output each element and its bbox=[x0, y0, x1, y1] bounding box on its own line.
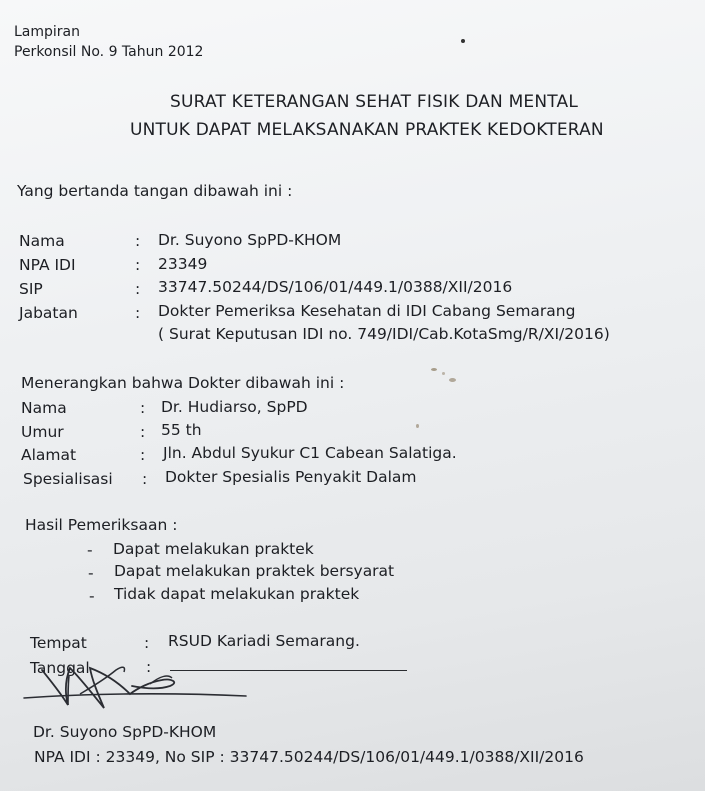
bullet-dash: - bbox=[88, 564, 94, 582]
separator: : bbox=[140, 446, 146, 464]
separator: : bbox=[140, 399, 146, 417]
footer-ids: NPA IDI : 23349, No SIP : 33747.50244/DS/106/01/449.1/0388/XII/2016 bbox=[34, 748, 584, 766]
signer-jabatan-label: Jabatan bbox=[19, 304, 78, 322]
tanggal-label: Tanggal bbox=[30, 659, 90, 677]
separator: : bbox=[135, 280, 141, 298]
tempat-label: Tempat bbox=[30, 634, 87, 652]
signer-nama-value: Dr. Suyono SpPD-KHOM bbox=[158, 231, 342, 249]
hasil-label: Hasil Pemeriksaan : bbox=[25, 516, 178, 534]
separator: : bbox=[142, 470, 148, 488]
doctor-spesialisasi-value: Dokter Spesialis Penyakit Dalam bbox=[165, 468, 417, 486]
signature-scribble bbox=[20, 650, 260, 720]
hasil-option-1: Dapat melakukan praktek bbox=[113, 540, 314, 558]
lampiran-label: Lampiran bbox=[14, 24, 81, 40]
bullet-dash: - bbox=[89, 587, 95, 605]
doctor-umur-value: 55 th bbox=[161, 421, 202, 439]
signer-nama-label: Nama bbox=[19, 232, 65, 250]
separator: : bbox=[135, 232, 141, 250]
separator: : bbox=[140, 423, 146, 441]
separator: : bbox=[135, 304, 141, 322]
separator: : bbox=[135, 256, 141, 274]
separator: : bbox=[146, 658, 152, 676]
doctor-nama-label: Nama bbox=[21, 399, 67, 417]
ink-dot bbox=[461, 39, 465, 43]
hasil-option-2: Dapat melakukan praktek bersyarat bbox=[114, 562, 395, 580]
menerangkan-text: Menerangkan bahwa Dokter dibawah ini : bbox=[21, 374, 345, 392]
stain-mark bbox=[442, 372, 445, 375]
separator: : bbox=[144, 634, 150, 652]
signer-sip-value: 33747.50244/DS/106/01/449.1/0388/XII/2016 bbox=[158, 278, 513, 296]
doctor-alamat-label: Alamat bbox=[21, 446, 77, 464]
hasil-option-3: Tidak dapat melakukan praktek bbox=[114, 585, 360, 603]
tempat-value: RSUD Kariadi Semarang. bbox=[168, 632, 360, 650]
intro-text: Yang bertanda tangan dibawah ini : bbox=[17, 182, 293, 200]
doctor-alamat-value: Jln. Abdul Syukur C1 Cabean Salatiga. bbox=[163, 444, 457, 462]
signer-sip-label: SIP bbox=[19, 280, 43, 298]
signer-npa-label: NPA IDI bbox=[19, 256, 76, 274]
stain-mark bbox=[431, 368, 437, 371]
doctor-nama-value: Dr. Hudiarso, SpPD bbox=[161, 398, 308, 416]
bullet-dash: - bbox=[87, 541, 93, 559]
stain-mark bbox=[449, 378, 456, 382]
signer-jabatan-note: ( Surat Keputusan IDI no. 749/IDI/Cab.KotaSmg/R/XI/2016) bbox=[158, 325, 610, 343]
doctor-umur-label: Umur bbox=[21, 423, 64, 441]
footer-name: Dr. Suyono SpPD-KHOM bbox=[33, 723, 217, 741]
stain-mark bbox=[416, 424, 419, 428]
title-line-2: UNTUK DAPAT MELAKSANAKAN PRAKTEK KEDOKTERAN bbox=[130, 120, 604, 140]
title-line-1: SURAT KETERANGAN SEHAT FISIK DAN MENTAL bbox=[170, 92, 579, 112]
perkonsil-label: Perkonsil No. 9 Tahun 2012 bbox=[14, 44, 204, 60]
doctor-spesialisasi-label: Spesialisasi bbox=[23, 470, 113, 488]
signer-npa-value: 23349 bbox=[158, 255, 208, 273]
signer-jabatan-value: Dokter Pemeriksa Kesehatan di IDI Cabang Semarang bbox=[158, 302, 576, 320]
